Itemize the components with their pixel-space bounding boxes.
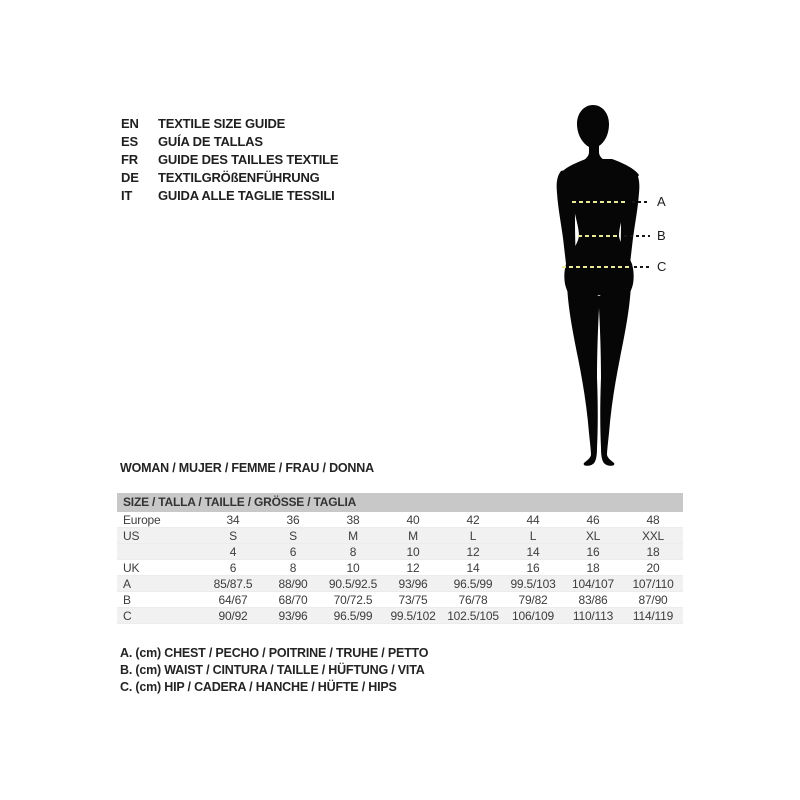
row-label: C: [123, 608, 132, 623]
size-cell: 99.5/103: [510, 576, 556, 591]
size-cell: L: [529, 528, 537, 543]
note-line: C. (cm) HIP / CADERA / HANCHE / HÜFTE / HIPS: [120, 680, 397, 694]
language-row: [121, 187, 338, 205]
size-cell: M: [348, 528, 358, 543]
silhouette-left-leg: [567, 271, 599, 466]
language-label: GUÍA DE TALLAS: [158, 133, 263, 149]
size-cell: S: [289, 528, 297, 543]
size-cell: 6: [289, 544, 297, 559]
language-label: GUIDA ALLE TAGLIE TESSILI: [158, 188, 335, 204]
language-code: EN: [121, 115, 139, 131]
size-cell: 110/113: [572, 608, 614, 623]
size-cell: 16: [526, 560, 540, 575]
row-label: US: [123, 528, 140, 543]
size-cell: S: [229, 528, 237, 543]
size-table-body: [117, 512, 683, 624]
size-cell: 34: [226, 512, 240, 527]
size-cell: 42: [466, 512, 480, 527]
size-cell: 14: [466, 560, 480, 575]
size-cell: 90/92: [218, 608, 248, 623]
woman-silhouette: [548, 103, 652, 468]
size-cell: 20: [646, 560, 660, 575]
size-cell: 93/96: [278, 608, 308, 623]
body-dash-line-a: [572, 201, 626, 203]
size-cell: 8: [289, 560, 297, 575]
row-label: Europe: [123, 512, 161, 527]
language-list: [121, 114, 338, 205]
size-cell: 102.5/105: [447, 608, 499, 623]
row-label: A: [123, 576, 131, 591]
size-cell: 18: [586, 560, 600, 575]
size-cell: 93/96: [398, 576, 428, 591]
marker-label-c: C: [657, 259, 667, 274]
language-code: DE: [121, 170, 139, 186]
row-label: UK: [123, 560, 140, 575]
size-cell: XL: [585, 528, 601, 543]
size-cell: 114/119: [632, 608, 674, 623]
size-cell: 99.5/102: [390, 608, 436, 623]
size-cell: 10: [406, 544, 420, 559]
size-cell: 96.5/99: [333, 608, 373, 623]
size-cell: 96.5/99: [453, 576, 493, 591]
silhouette-right-leg: [599, 271, 631, 466]
language-row: [121, 169, 338, 187]
size-cell: 44: [526, 512, 540, 527]
size-cell: 64/67: [218, 592, 248, 607]
table-row: [117, 512, 683, 528]
label-dash-line-b: [624, 235, 650, 237]
size-cell: 4: [229, 544, 237, 559]
measurement-notes: [120, 645, 428, 696]
language-code: ES: [121, 133, 138, 149]
size-cell: 87/90: [638, 592, 668, 607]
table-row: [117, 560, 683, 576]
group-title: WOMAN / MUJER / FEMME / FRAU / DONNA: [120, 461, 374, 475]
size-cell: 48: [646, 512, 660, 527]
marker-label-b: B: [657, 228, 666, 243]
size-cell: 36: [286, 512, 300, 527]
language-code: FR: [121, 151, 138, 167]
size-cell: 70/72.5: [333, 592, 373, 607]
size-cell: L: [469, 528, 477, 543]
language-row: [121, 132, 338, 150]
table-row: [117, 544, 683, 560]
size-cell: 79/82: [518, 592, 548, 607]
size-cell: 10: [346, 560, 360, 575]
size-cell: M: [408, 528, 418, 543]
size-cell: 12: [466, 544, 480, 559]
size-table: [117, 493, 683, 624]
size-cell: 46: [586, 512, 600, 527]
size-cell: XXL: [641, 528, 665, 543]
size-cell: 88/90: [278, 576, 308, 591]
size-cell: 76/78: [458, 592, 488, 607]
size-cell: 12: [406, 560, 420, 575]
size-cell: 18: [646, 544, 660, 559]
size-cell: 40: [406, 512, 420, 527]
language-label: TEXTILE SIZE GUIDE: [158, 115, 286, 131]
marker-label-a: A: [657, 194, 666, 209]
size-cell: 68/70: [278, 592, 308, 607]
table-row: [117, 592, 683, 608]
note-line: B. (cm) WAIST / CINTURA / TAILLE / HÜFTUNG / VITA: [120, 663, 425, 677]
size-cell: 106/109: [512, 608, 554, 623]
language-label: TEXTILGRÖßENFÜHRUNG: [158, 170, 320, 186]
size-table-header: SIZE / TALLA / TAILLE / GRÖSSE / TAGLIA: [117, 493, 683, 512]
size-cell: 83/86: [578, 592, 608, 607]
silhouette-head: [577, 105, 609, 161]
size-cell: 16: [586, 544, 600, 559]
size-cell: 73/75: [398, 592, 428, 607]
size-cell: 6: [229, 560, 237, 575]
size-cell: 85/87.5: [213, 576, 253, 591]
label-dash-line-a: [632, 201, 648, 203]
size-cell: 104/107: [572, 576, 614, 591]
size-cell: 107/110: [632, 576, 674, 591]
body-dash-line-b: [578, 235, 618, 237]
size-cell: 14: [526, 544, 540, 559]
language-row: [121, 150, 338, 168]
table-row: [117, 528, 683, 544]
note-line: A. (cm) CHEST / PECHO / POITRINE / TRUHE / PETTO: [120, 646, 429, 660]
language-row: [121, 114, 338, 132]
label-dash-line-c: [634, 266, 650, 268]
language-label: GUIDE DES TAILLES TEXTILE: [158, 151, 339, 167]
size-cell: 8: [349, 544, 357, 559]
language-code: IT: [121, 188, 133, 204]
size-cell: 38: [346, 512, 360, 527]
table-row: [117, 576, 683, 592]
table-row: [117, 608, 683, 624]
size-cell: 90.5/92.5: [328, 576, 378, 591]
body-dash-line-c: [562, 266, 630, 268]
row-label: B: [123, 592, 131, 607]
